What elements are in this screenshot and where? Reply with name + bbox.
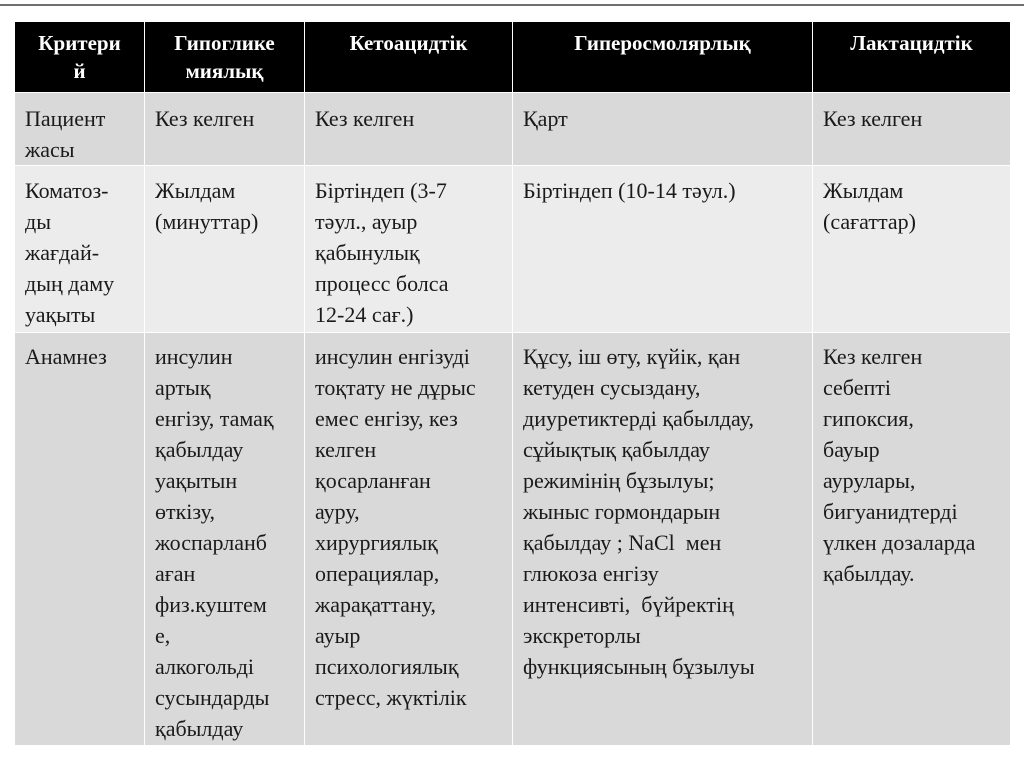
cell-anamnesis-hyperosmolar: Құсу, іш өту, күйік, қан кетуден сусыздану, диуретиктерді қабылдау, сұйықтық қабылдау режимінің бұзылуы; жыныс гормондарын қабылдау ; NaCl мен глюкоза енгізу интенсивті, бүйректің экскреторлы функциясының бұзылуы xyxy=(513,333,813,746)
table-row-anamnesis xyxy=(15,333,1011,746)
table-row-patient-age xyxy=(15,93,1011,166)
row-label-anamnesis: Анамнез xyxy=(15,333,145,746)
cell-age-hypoglycemic: Кез келген xyxy=(145,93,305,166)
cell-age-hyperosmolar: Қарт xyxy=(513,93,813,166)
table-header-row xyxy=(15,22,1011,93)
cell-onset-hyperosmolar: Біртіндеп (10-14 тәул.) xyxy=(513,166,813,333)
header-hyperosmolar: Гиперосмолярлық xyxy=(513,22,813,93)
row-label-patient-age: Пациент жасы xyxy=(15,93,145,166)
cell-anamnesis-lactacidotic: Кез келген себепті гипоксия, бауыр аурулары, бигуанидтерді үлкен дозаларда қабылдау. xyxy=(813,333,1011,746)
cell-age-ketoacidotic: Кез келген xyxy=(305,93,513,166)
cell-anamnesis-hypoglycemic: инсулин артық енгізу, тамақ қабылдау уақытын өткізу, жоспарланб аған физ.куштем е, алкогольді сусындарды қабылдау xyxy=(145,333,305,746)
header-ketoacidotic: Кетоацидтік xyxy=(305,22,513,93)
cell-onset-ketoacidotic: Біртіндеп (3-7 тәул., ауыр қабынулық процесс болса 12-24 сағ.) xyxy=(305,166,513,333)
cell-onset-lactacidotic: Жылдам (сағаттар) xyxy=(813,166,1011,333)
table-row-coma-onset xyxy=(15,166,1011,333)
cell-age-lactacidotic: Кез келген xyxy=(813,93,1011,166)
coma-comparison-table xyxy=(14,21,1011,746)
cell-anamnesis-ketoacidotic: инсулин енгізуді тоқтату не дұрыс емес енгізу, кез келген қосарланған ауру, хирургиялық операциялар, жарақаттану, ауыр психологиялық стресс, жүктілік xyxy=(305,333,513,746)
header-criterion: Критери й xyxy=(15,22,145,93)
header-lactacidotic: Лактацидтік xyxy=(813,22,1011,93)
cell-onset-hypoglycemic: Жылдам (минуттар) xyxy=(145,166,305,333)
header-hypoglycemic: Гипоглике миялық xyxy=(145,22,305,93)
row-label-coma-onset: Коматоз- ды жағдай- дың даму уақыты xyxy=(15,166,145,333)
top-divider-line xyxy=(0,4,1024,6)
